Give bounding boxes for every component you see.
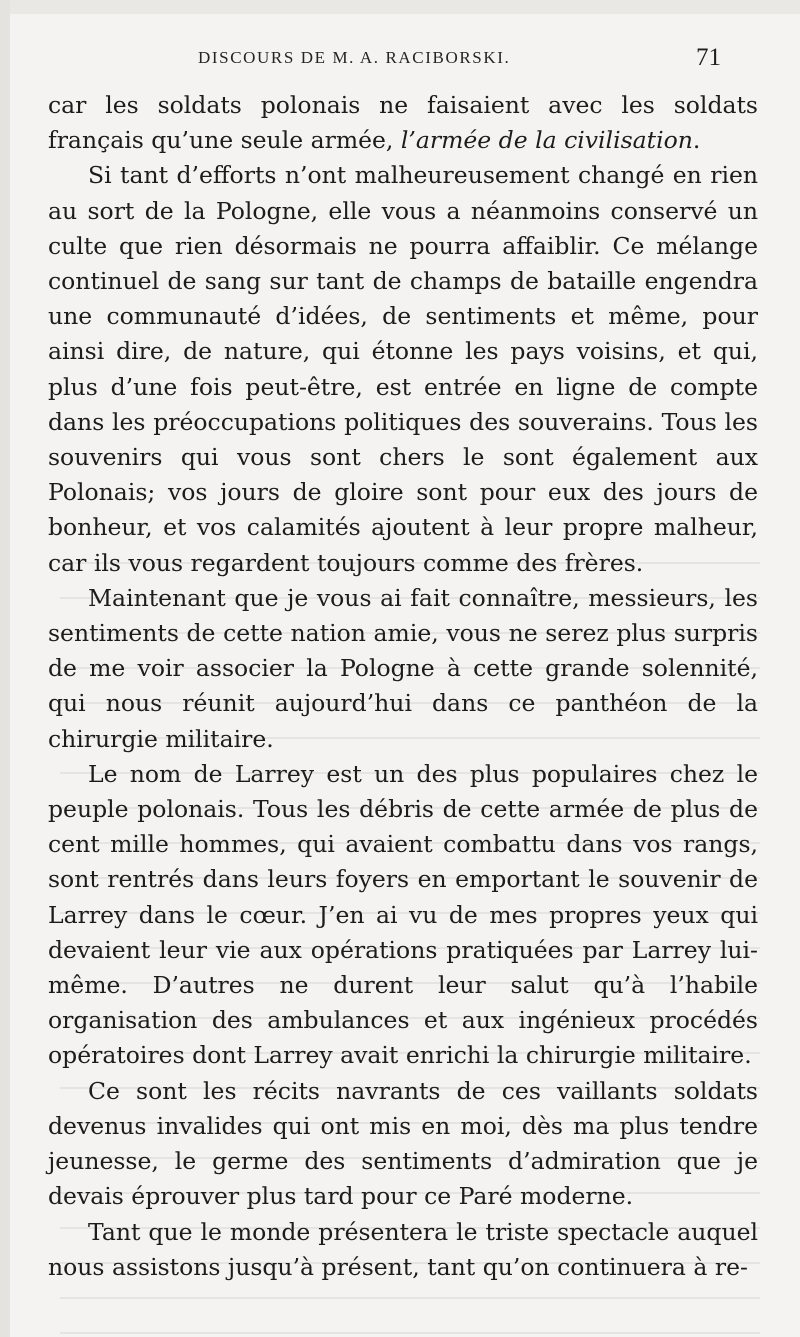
paragraph-1	[48, 88, 758, 158]
paragraph-1-text: car les soldats polonais ne faisaient avec les soldats français qu’une seule armée,	[48, 91, 758, 155]
page-edge-left	[0, 0, 10, 1337]
paragraph-3: Maintenant que je vous ai fait connaître, messieurs, les sentiments de cette nation amie, vous ne serez plus surpris de me voir associer la Pologne à cette grande solennité, qui nous réunit aujourd’hui dans ce panthéon de la chirurgie militaire.	[48, 583, 758, 753]
page-number: 71	[696, 44, 721, 71]
paragraph-1-end: .	[692, 126, 701, 155]
running-head	[0, 44, 800, 74]
paragraph-6: Tant que le monde présentera le triste spectacle auquel nous assistons jusqu’à présent, tant qu’on continuera à re-	[48, 1217, 758, 1281]
page-edge-top	[0, 0, 800, 14]
paragraph-5: Ce sont les récits navrants de ces vaillants soldats devenus invalides qui ont mis en moi, dès ma plus tendre jeunesse, le germe des sentiments d’admiration que je devais éprouver plus tard pour ce Paré moderne.	[48, 1076, 758, 1211]
paragraph-2: Si tant d’efforts n’ont malheureusement changé en rien au sort de la Pologne, elle vous a néanmoins conservé un culte que rien désormais ne pourra affaiblir. Ce mélange continuel de sang sur tant de champs de bataille engendra une communauté d’idées, de sentiments et même, pour ainsi dire, de nature, qui étonne les pays voisins, et qui, plus d’une fois peut-être, est entrée en ligne de compte dans les préoccupations politiques des souverains. Tous les souvenirs qui vous sont chers le sont également aux Polonais; vos jours de gloire sont pour eux des jours de bonheur, et vos calamités ajoutent à leur propre malheur, car ils vous regardent toujours comme des frères.	[48, 161, 758, 577]
running-title: DISCOURS DE M. A. RACIBORSKI.	[198, 48, 511, 67]
paragraph-1-italic: l’armée de la civilisation	[400, 126, 693, 155]
body-text	[48, 88, 758, 1285]
paragraph-4: Le nom de Larrey est un des plus populaires chez le peuple polonais. Tous les débris de cette armée de plus de cent mille hommes, qui avaient combattu dans vos rangs, sont rentrés dans leurs foyers en emportant le souvenir de Larrey dans le cœur. J’en ai vu de mes propres yeux qui devaient leur vie aux opérations pratiquées par Larrey lui-même. D’autres ne durent leur salut qu’à l’habile organisation des ambulances et aux ingénieux procédés opératoires dont Larrey avait enrichi la chirurgie militaire.	[48, 759, 758, 1070]
